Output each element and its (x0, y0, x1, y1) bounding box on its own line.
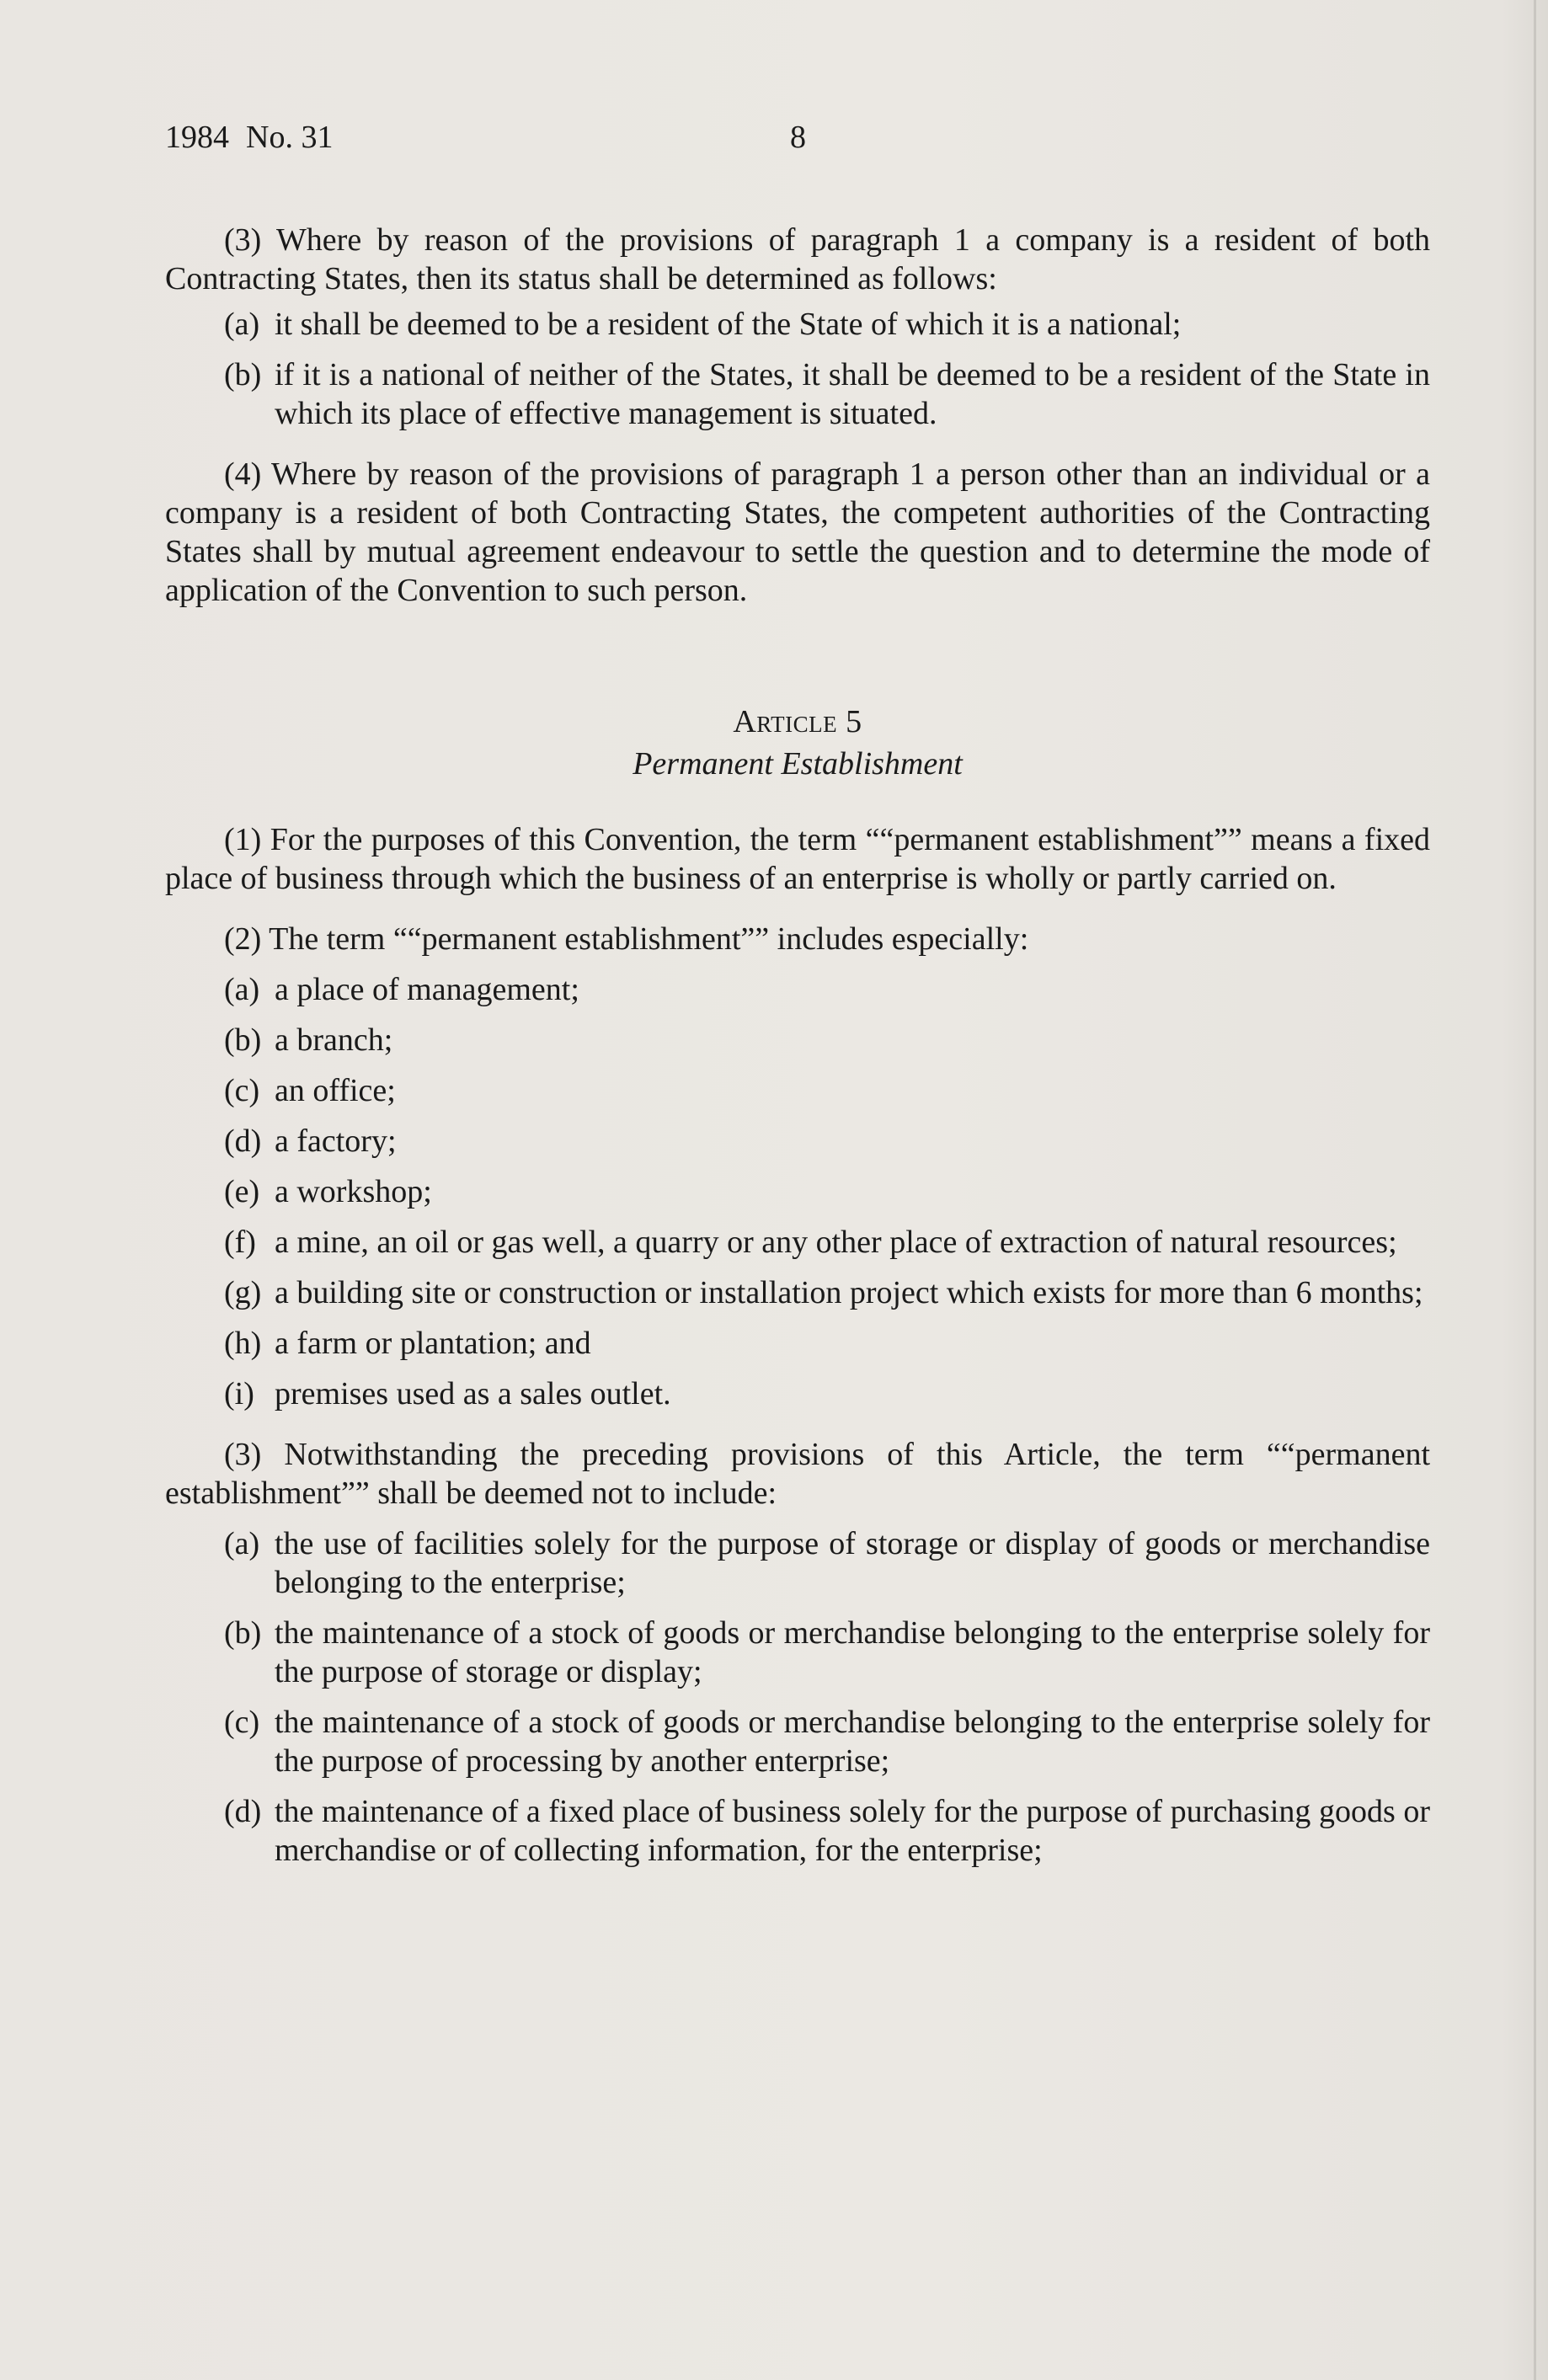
art5-para3-intro: (3) Notwithstanding the preceding provisions of this Article, the term ““permanent establishment”” shall be deemed not to include: (165, 1437, 1430, 1511)
list-item (165, 970, 1430, 1009)
item-marker: (g) (224, 1275, 262, 1310)
item-marker: (f) (224, 1225, 256, 1260)
item-marker: (h) (224, 1326, 262, 1361)
item-marker: (b) (224, 357, 262, 392)
item-text: a farm or plantation; and (275, 1326, 591, 1361)
list-item (165, 355, 1430, 433)
list-item (165, 1273, 1430, 1312)
item-text: the maintenance of a fixed place of business solely for the purpose of purchasing goods or merchandise or of collecting information, for the enterprise; (275, 1794, 1430, 1868)
item-marker: (b) (224, 1022, 262, 1058)
list-item (165, 1122, 1430, 1161)
item-marker: (d) (224, 1794, 262, 1829)
list-item (165, 1524, 1430, 1602)
item-text: a place of management; (275, 972, 579, 1007)
item-text: a building site or construction or installation project which exists for more than 6 months; (275, 1275, 1423, 1310)
item-text: a factory; (275, 1123, 397, 1159)
list-item (165, 1374, 1430, 1413)
item-text: if it is a national of neither of the States, it shall be deemed to be a resident of the State in which its place of effective management is situated. (275, 357, 1430, 431)
list-item (165, 305, 1430, 344)
item-text: the maintenance of a stock of goods or merchandise belonging to the enterprise solely for the purpose of processing by another enterprise; (275, 1705, 1430, 1779)
item-text: a mine, an oil or gas well, a quarry or any other place of extraction of natural resources; (275, 1225, 1397, 1260)
item-text: it shall be deemed to be a resident of the State of which it is a national; (275, 307, 1182, 342)
art5-para1: (1) For the purposes of this Convention, the term ““permanent establishment”” means a fixed place of business through which the business of an enterprise is wholly or partly carried on. (165, 822, 1430, 896)
item-text: an office; (275, 1073, 396, 1108)
page-edge (1534, 0, 1536, 2380)
list-item (165, 1792, 1430, 1870)
art4-para3-intro: (3) Where by reason of the provisions of paragraph 1 a company is a resident of both Contracting States, then its status shall be determined as follows: (165, 222, 1430, 296)
item-marker: (a) (224, 972, 260, 1007)
item-text: the use of facilities solely for the purpose of storage or display of goods or merchandise belonging to the enterprise; (275, 1526, 1430, 1600)
list-item (165, 1172, 1430, 1211)
document-body (165, 221, 1430, 1870)
item-marker: (i) (224, 1376, 254, 1411)
item-marker: (c) (224, 1073, 260, 1108)
list-item (165, 1071, 1430, 1110)
list-item (165, 1223, 1430, 1262)
art5-para2-intro: (2) The term ““permanent establishment”” includes especially: (224, 921, 1029, 957)
list-item (165, 1703, 1430, 1780)
item-marker: (d) (224, 1123, 262, 1159)
item-marker: (a) (224, 307, 260, 342)
header-year: 1984 (165, 120, 229, 155)
item-marker: (c) (224, 1705, 260, 1740)
item-text: premises used as a sales outlet. (275, 1376, 671, 1411)
list-item (165, 1021, 1430, 1059)
item-text: the maintenance of a stock of goods or merchandise belonging to the enterprise solely for the purpose of storage or display; (275, 1615, 1430, 1689)
list-item (165, 1614, 1430, 1691)
item-marker: (b) (224, 1615, 262, 1651)
art4-para4: (4) Where by reason of the provisions of paragraph 1 a person other than an individual or a company is a resident of both Contracting States, the competent authorities of the Contracting States shall by mutual agreement endeavour to settle the question and to determine the mode of application of the Convention to such person. (165, 456, 1430, 608)
item-marker: (a) (224, 1526, 260, 1561)
item-text: a workshop; (275, 1174, 432, 1209)
header-number: No. 31 (246, 120, 334, 155)
list-item (165, 1324, 1430, 1363)
page-header (165, 118, 806, 157)
item-marker: (e) (224, 1174, 260, 1209)
item-text: a branch; (275, 1022, 393, 1058)
article-heading: Article 5 (733, 704, 862, 739)
article-subheading: Permanent Establishment (633, 746, 963, 782)
page-number: 8 (790, 120, 806, 155)
